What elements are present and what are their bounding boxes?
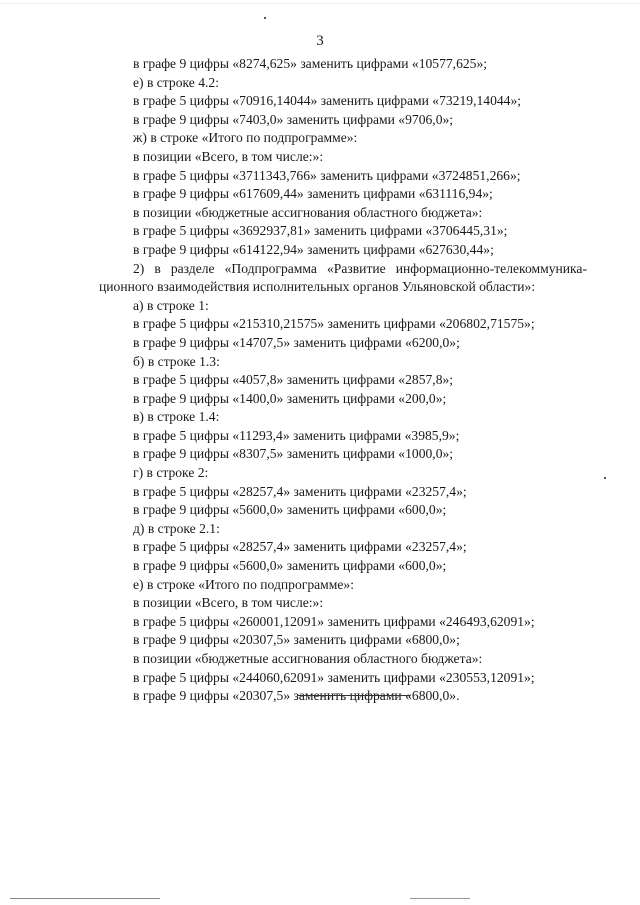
text-line: в графе 5 цифры «70916,14044» заменить цифрами «73219,14044»; <box>133 93 522 109</box>
text-line: в графе 5 цифры «244060,62091» заменить цифрами «230553,12091»; <box>133 669 535 685</box>
text-line: в графе 9 цифры «8307,5» заменить цифрами «1000,0»; <box>133 446 454 462</box>
scan-artifact <box>10 898 160 899</box>
end-separator-line <box>297 695 410 696</box>
text-line: в позиции «бюджетные ассигнования областного бюджета»: <box>133 651 483 666</box>
text-line: в графе 5 цифры «215310,21575» заменить цифрами «206802,71575»; <box>133 316 535 332</box>
text-line: в графе 5 цифры «28257,4» заменить цифрами «23257,4»; <box>133 483 467 499</box>
text-line: е) в строке 4.2: <box>133 74 219 90</box>
section-heading-line-1: 2) в разделе «Подпрограмма «Развитие информационно-телекоммуника- <box>133 260 587 276</box>
text-line: в графе 9 цифры «1400,0» заменить цифрами «200,0»; <box>133 390 447 406</box>
section-heading-line-2: ционного взаимодействия исполнительных органов Ульяновской области»: <box>99 279 536 295</box>
text-line: д) в строке 2.1: <box>133 520 220 536</box>
text-line: в графе 9 цифры «617609,44» заменить цифрами «631116,94»; <box>133 186 493 202</box>
text-line: е) в строке «Итого по подпрограмме»: <box>133 576 354 592</box>
text-line: в графе 5 цифры «3711343,766» заменить цифрами «3724851,266»; <box>133 167 521 183</box>
text-line: в графе 9 цифры «614122,94» заменить цифрами «627630,44»; <box>133 241 494 257</box>
page-number: 3 <box>316 33 324 49</box>
text-line: г) в строке 2: <box>133 465 209 481</box>
text-line: в графе 9 цифры «5600,0» заменить цифрами «600,0»; <box>133 502 447 518</box>
document-body <box>99 55 587 706</box>
text-line: в графе 5 цифры «4057,8» заменить цифрами «2857,8»; <box>133 372 454 388</box>
text-line: в графе 9 цифры «5600,0» заменить цифрами «600,0»; <box>133 558 447 574</box>
text-line: в позиции «бюджетные ассигнования областного бюджета»: <box>133 204 483 220</box>
text-line: в графе 5 цифры «260001,12091» заменить цифрами «246493,62091»; <box>133 613 535 629</box>
text-line: в) в строке 1.4: <box>133 409 220 425</box>
text-line: б) в строке 1.3: <box>133 353 220 369</box>
text-line: в графе 9 цифры «14707,5» заменить цифрами «6200,0»; <box>133 334 460 350</box>
text-line: в графе 5 цифры «3692937,81» заменить цифрами «3706445,31»; <box>133 223 508 239</box>
text-line: в графе 9 цифры «20307,5» заменить цифрами «6800,0»; <box>133 632 460 648</box>
text-line: в графе 5 цифры «28257,4» заменить цифрами «23257,4»; <box>133 539 467 555</box>
text-line: в позиции «Всего, в том числе:»: <box>133 148 324 164</box>
text-line: а) в строке 1: <box>133 297 209 313</box>
text-line: в графе 9 цифры «8274,625» заменить цифрами «10577,625»; <box>133 56 488 71</box>
text-line: ж) в строке «Итого по подпрограмме»: <box>133 130 358 146</box>
scan-artifact <box>410 898 470 899</box>
scan-artifact <box>0 3 640 4</box>
text-line: в графе 9 цифры «7403,0» заменить цифрами «9706,0»; <box>133 111 454 127</box>
text-line: в позиции «Всего, в том числе:»: <box>133 595 324 611</box>
scan-artifact <box>264 17 266 19</box>
text-line: в графе 5 цифры «11293,4» заменить цифрами «3985,9»; <box>133 427 460 443</box>
text-line: в графе 9 цифры «20307,5» заменить цифрами «6800,0». <box>133 688 460 704</box>
scan-artifact <box>604 477 606 479</box>
